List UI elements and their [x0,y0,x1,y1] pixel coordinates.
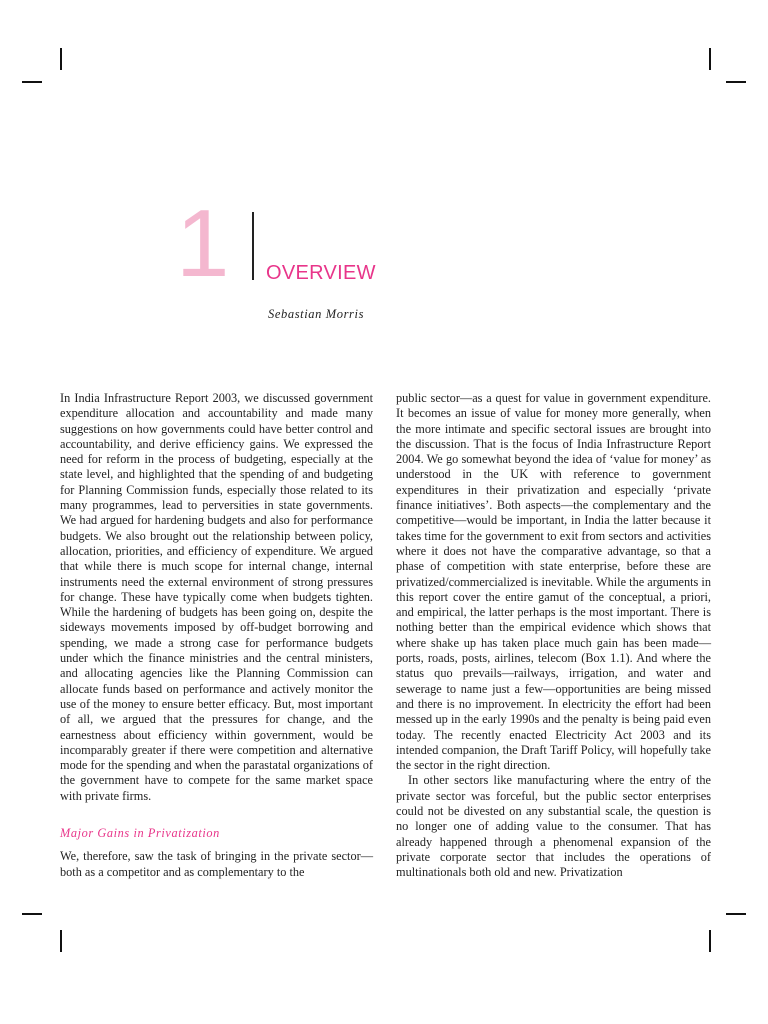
crop-mark [60,930,62,952]
crop-mark [726,81,746,83]
chapter-title: OVERVIEW [266,262,376,284]
paragraph: In other sectors like manufacturing where the entry of the private sector was forceful, but the public sector enterprises could not be divested on any substantial scale, the question is no longer one of adding value to the consumer. That has already happened through a phenomenal expansion of the private corporate sector that includes the operations of multinationals both old and new. Privatization [396,773,711,880]
section-subheading: Major Gains in Privatization [60,826,220,841]
paragraph: public sector—as a quest for value in government expenditure. It becomes an issue of value for money more generally, when the more intimate and specific sectoral issues are brought into the discussion. That is the focus of India Infrastructure Report 2004. We go somewhat beyond the idea of ‘value for money’ as understood in the UK with reference to government expenditures in their privatization and especially ‘private finance initiatives’. Both aspects—the complementary and the competitive—would be important, in India the latter because it takes time for the government to exit from sectors and activities where it does not have the comparative advantage, so that a phase of competition with state enterprise, before these are privatized/commercialized is inevitable. While the arguments in this report cover the entire gamut of the conceptual, a priori, and empirical, the latter perhaps is the most important. There is nothing better than the empirical evidence which shows that where shake up has taken place much gain has been made—ports, roads, posts, airlines, telecom (Box 1.1). And where the status quo prevails—railways, irrigation, and water and sewerage to name just a few—opportunities are being missed and there is no improvement. In electricity the effort had been messed up in the early 1990s and the penalty is being paid even today. The recently enacted Electricity Act 2003 and its intended companion, the Draft Tariff Policy, will hopefully take the sector in the right direction. [396,391,711,773]
crop-mark [709,48,711,70]
left-column [60,391,373,880]
paragraph: In India Infrastructure Report 2003, we discussed government expenditure allocation and accountability and made many suggestions on how governments could have better control and accountability, and derive efficiency gains. We expressed the need for reform in the process of budgeting, especially at the state level, and highlighted that the spending of and budgeting for Planning Commission funds, especially those related to its many programmes, lead to perversities in state governments. We had argued for hardening budgets and also for performance budgets. We also brought out the relationship between policy, allocation, priorities, and efficiency of expenditure. We argued that while there is much scope for internal change, internal instruments need the external environment of strong pressures for change. These have typically come when budgets tighten. While the hardening of budgets has been going on, despite the sideways movements imposed by off-budget borrowing and spending, we made a strong case for performance budgets under which the finance ministries and the central ministers, and allocating agencies like the Planning Commission can allocate funds based on performance and actively monitor the use of the money to ensure better efficacy. But, most important of all, we argued that the pressures for change, and the earnestness about efficiency within government, would be incomparably greater if there were competition and alternative mode for the spending and when the parastatal organizations of the government have to compete for the same market space with private firms. [60,391,373,803]
crop-mark [22,81,42,83]
paragraph: We, therefore, saw the task of bringing in the private sector—both as a competitor and as complementary to the [60,849,373,879]
chapter-number: 1 [176,190,230,297]
crop-mark [709,930,711,952]
crop-mark [22,913,42,915]
crop-mark [60,48,62,70]
chapter-divider [252,212,254,280]
author-name: Sebastian Morris [268,307,365,321]
crop-mark [726,913,746,915]
right-column [396,391,711,881]
